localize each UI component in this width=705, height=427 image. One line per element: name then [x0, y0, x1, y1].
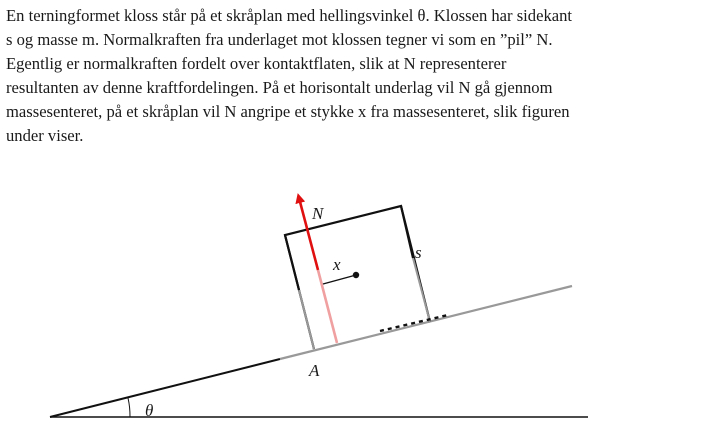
- block-left-upper-gray: [299, 290, 314, 349]
- text-line-2: s og masse m. Normalkraften fra underlaget mot klossen tegner vi som en ”pil” N.: [6, 30, 553, 49]
- incline-lower-line: [50, 359, 280, 417]
- contact-dashes: [380, 315, 448, 331]
- angle-arc: [128, 398, 130, 417]
- text-line-3: Egentlig er normalkraften fordelt over kontaktflaten, slik at N representerer: [6, 54, 507, 73]
- label-N: N: [312, 204, 324, 223]
- text-line-4: resultanten av denne kraftfordelingen. På et horisontalt underlag vil N gå gjennom: [6, 78, 553, 97]
- text-line-5: massesenteret, på et skråplan vil N angripe et stykke x fra massesenteret, slik figuren: [6, 102, 570, 121]
- label-x: x: [333, 255, 341, 274]
- offset-x-line: [323, 275, 356, 284]
- label-A: A: [309, 361, 320, 380]
- block-left-lower-black: [285, 235, 299, 290]
- center-of-mass-dot: [353, 272, 359, 278]
- label-theta: θ: [145, 401, 154, 420]
- block-right-lower-gray: [413, 258, 430, 322]
- label-s: s: [415, 243, 422, 262]
- text-line-6: under viser.: [6, 126, 84, 145]
- text-line-1: En terningformet kloss står på et skråplan med hellingsvinkel θ. Klossen har sidekant: [6, 6, 573, 25]
- block-right-upper-black: [401, 206, 413, 258]
